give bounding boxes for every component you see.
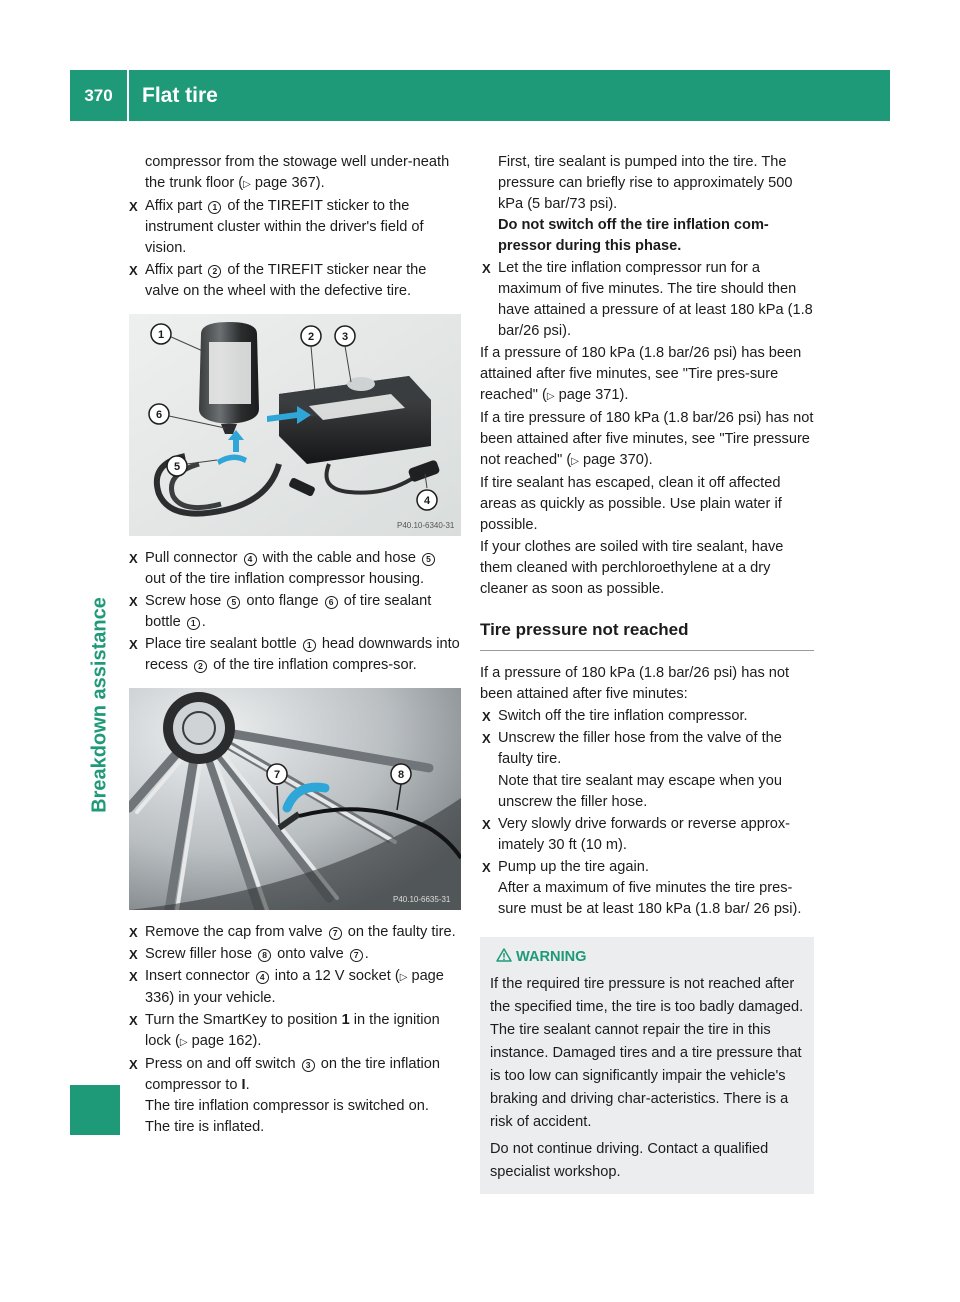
wheel-valve-illustration bbox=[129, 688, 461, 910]
right-column bbox=[480, 152, 814, 1194]
callout-1: 1 bbox=[208, 201, 221, 214]
fig1-callout-6: 6 bbox=[155, 409, 163, 421]
page-title: Flat tire bbox=[142, 84, 218, 107]
paragraph-pressure-not-reached: If a tire pressure of 180 kPa (1.8 bar/26 psi) has not been attained after five minutes, see "Tire pressure not reached" (▷ page 370). bbox=[480, 410, 814, 468]
step-run-compressor: X Let the tire inflation compressor run for a maximum of five minutes. The tire should then have attained a pressure of at least 180 kPa (1.8 bar/26 psi). bbox=[480, 258, 814, 342]
fig1-callout-2: 2 bbox=[307, 331, 315, 343]
step-place-bottle: X Place tire sealant bottle 1 head downwards into recess 2 of the tire inflation compres-sor. bbox=[127, 634, 461, 676]
callout-3: 3 bbox=[302, 1059, 315, 1072]
paragraph-pressure-rise: First, tire sealant is pumped into the tire. The pressure can briefly rise to approximately 500 kPa (5 bar/73 psi). bbox=[498, 154, 793, 212]
callout-4: 4 bbox=[244, 553, 257, 566]
warning-box bbox=[480, 937, 814, 1194]
callout-4: 4 bbox=[256, 971, 269, 984]
page-number: 370 bbox=[84, 86, 113, 105]
callout-5: 5 bbox=[227, 596, 240, 609]
callout-5: 5 bbox=[422, 553, 435, 566]
step-result-1: The tire inflation compressor is switched on. bbox=[145, 1098, 429, 1114]
page-ref[interactable]: page 370). bbox=[582, 452, 653, 468]
section-side-label: Breakdown assistance bbox=[88, 597, 111, 813]
step-insert-connector: X Insert connector 4 into a 12 V socket (▷ page 336) in your vehicle. bbox=[127, 966, 461, 1009]
warning-advice: Do not continue driving. Contact a qualified specialist workshop. bbox=[490, 1141, 769, 1180]
page-ref[interactable]: page 371). bbox=[558, 387, 629, 403]
page-ref[interactable]: page 367). bbox=[254, 175, 325, 191]
step-affix-part-2: X Affix part 2 of the TIREFIT sticker near the valve on the wheel with the defective tire. bbox=[127, 260, 461, 302]
page-ref-icon: ▷ bbox=[571, 456, 579, 467]
callout-2: 2 bbox=[194, 660, 207, 673]
paragraph-do-not-switch-off: Do not switch off the tire inflation com-pressor during this phase. bbox=[498, 217, 769, 254]
callout-1: 1 bbox=[187, 617, 200, 630]
fig1-callout-1: 1 bbox=[157, 329, 165, 341]
section-tab-marker bbox=[70, 1085, 120, 1135]
left-column bbox=[127, 152, 461, 1138]
fig1-callout-5: 5 bbox=[173, 461, 181, 473]
tirefit-kit-illustration bbox=[129, 314, 461, 536]
fig2-callout-7: 7 bbox=[273, 769, 281, 781]
step-pump-up: X Pump up the tire again. bbox=[480, 857, 814, 878]
section-heading: Tire pressure not reached bbox=[480, 618, 814, 651]
fig1-callout-4: 4 bbox=[423, 495, 431, 507]
page-ref-icon: ▷ bbox=[399, 972, 408, 983]
note-pressure-check: After a maximum of five minutes the tire pres-sure must be at least 180 kPa (1.8 bar/ 26 psi). bbox=[498, 880, 802, 917]
step-screw-filler-hose: X Screw filler hose 8 onto valve 7 . bbox=[127, 944, 461, 965]
warning-heading: WARNING bbox=[490, 946, 804, 969]
header-divider bbox=[127, 70, 129, 121]
fig2-code: P40.10-6635-31 bbox=[393, 895, 451, 904]
callout-7: 7 bbox=[329, 927, 342, 940]
page-ref[interactable]: page 162). bbox=[191, 1033, 262, 1049]
step-switch-off: X Switch off the tire inflation compressor. bbox=[480, 706, 814, 727]
paragraph-clothes-soiled: If your clothes are soiled with tire sealant, have them cleaned with perchloroethylene at a dry cleaner as soon as possible. bbox=[480, 539, 784, 597]
page-ref-icon: ▷ bbox=[179, 1037, 188, 1048]
step-pull-connector: X Pull connector 4 with the cable and hose 5 out of the tire inflation compressor housing. bbox=[127, 548, 461, 590]
continued-text: compressor from the stowage well under-neath the trunk floor (▷ page 367). bbox=[145, 154, 450, 191]
step-affix-part-1: X Affix part 1 of the TIREFIT sticker to the instrument cluster within the driver's field of vision. bbox=[127, 196, 461, 259]
step-remove-cap: X Remove the cap from valve 7 on the faulty tire. bbox=[127, 922, 461, 943]
step-result-2: The tire is inflated. bbox=[145, 1119, 265, 1135]
warning-text: If the required tire pressure is not reached after the specified time, the tire is too badly damaged. The tire sealant cannot repair the tire in this instance. Damaged tires and a tire pressure that is too low can significantly impair the vehicle's braking and driving char-acteristics. There is a risk of accident. bbox=[490, 976, 804, 1130]
step-turn-smartkey: X Turn the SmartKey to position 1 in the ignition lock (▷ page 162). bbox=[127, 1010, 461, 1053]
callout-8: 8 bbox=[258, 949, 271, 962]
paragraph-pressure-reached: If a pressure of 180 kPa (1.8 bar/26 psi) has been attained after five minutes, see "Tire pres-sure reached" (▷ page 371). bbox=[480, 345, 802, 403]
callout-7: 7 bbox=[350, 949, 363, 962]
paragraph-intro: If a pressure of 180 kPa (1.8 bar/26 psi) has not been attained after five minutes: bbox=[480, 665, 790, 702]
step-unscrew-hose: X Unscrew the filler hose from the valve of the faulty tire. bbox=[480, 728, 814, 770]
step-press-switch: X Press on and off switch 3 on the tire inflation compressor to I. bbox=[127, 1054, 461, 1096]
paragraph-sealant-escaped: If tire sealant has escaped, clean it off affected areas as quickly as possible. Use plain water if possible. bbox=[480, 475, 782, 533]
page-ref-icon: ▷ bbox=[546, 391, 555, 402]
callout-2: 2 bbox=[208, 265, 221, 278]
callout-1: 1 bbox=[303, 639, 316, 652]
page-ref-icon: ▷ bbox=[243, 179, 251, 190]
step-screw-hose: X Screw hose 5 onto flange 6 of tire sealant bottle 1 . bbox=[127, 591, 461, 633]
callout-6: 6 bbox=[325, 596, 338, 609]
note-sealant-escape: Note that tire sealant may escape when you unscrew the filler hose. bbox=[498, 773, 782, 810]
fig1-code: P40.10-6340-31 bbox=[397, 521, 455, 530]
step-drive-slowly: X Very slowly drive forwards or reverse approx-imately 30 ft (10 m). bbox=[480, 814, 814, 856]
warning-triangle-icon bbox=[496, 948, 512, 962]
fig2-callout-8: 8 bbox=[397, 769, 405, 781]
fig1-callout-3: 3 bbox=[341, 331, 349, 343]
page-ref[interactable]: page 336) in your vehicle. bbox=[145, 968, 444, 1006]
